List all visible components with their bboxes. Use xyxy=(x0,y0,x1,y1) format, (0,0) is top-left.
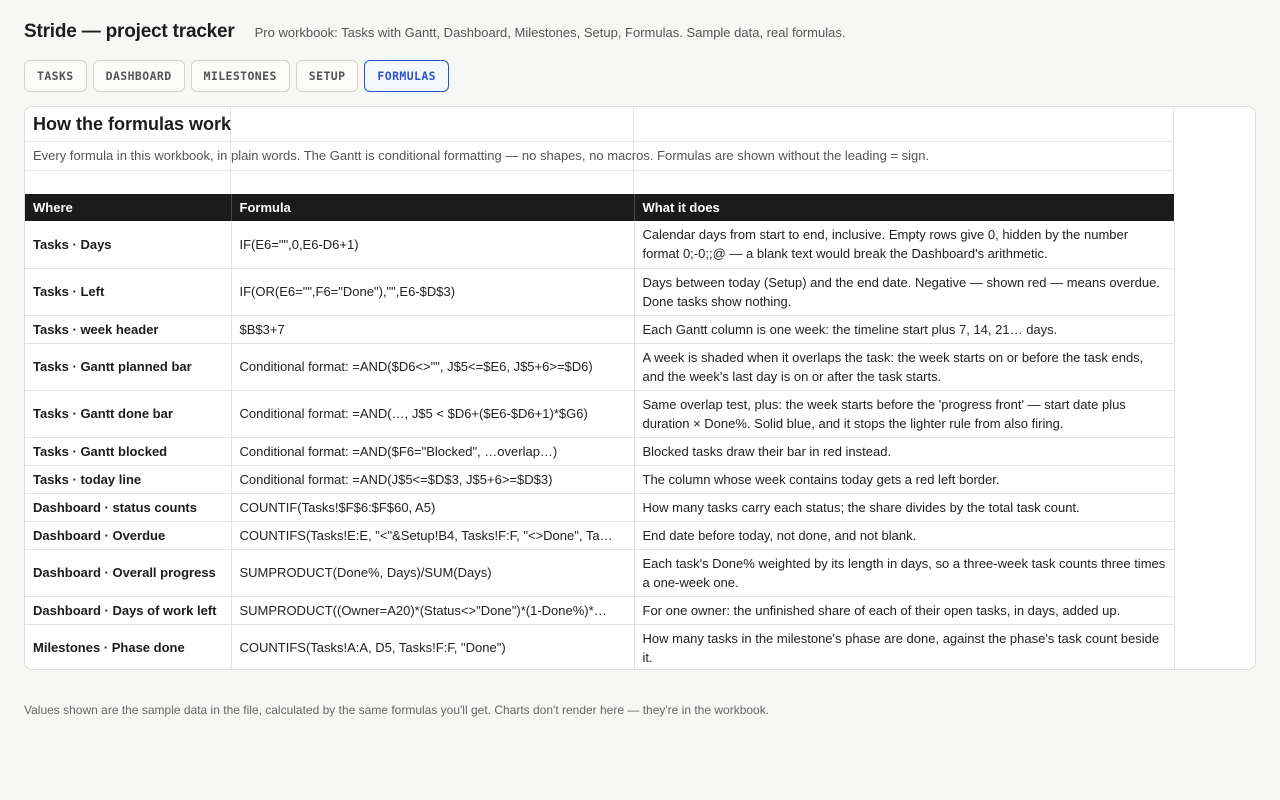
table-row xyxy=(25,221,1174,268)
table-row xyxy=(25,268,1174,315)
sheet-description: Every formula in this workbook, in plain words. The Gantt is conditional formatting — no shapes, no macros. Formulas are shown without the leading = sign. xyxy=(33,148,930,163)
formula-cell[interactable]: Conditional format: =AND($F6="Blocked", …overlap…) xyxy=(231,437,634,465)
description-cell[interactable]: Days between today (Setup) and the end date. Negative — shown red — means overdue. Done tasks show nothing. xyxy=(634,268,1174,315)
where-cell[interactable]: Tasks · Left xyxy=(25,268,231,315)
table-row xyxy=(25,549,1174,596)
column-header-formula[interactable]: Formula xyxy=(231,194,634,221)
where-cell[interactable]: Tasks · week header xyxy=(25,315,231,343)
tab-tasks[interactable]: TASKS xyxy=(24,60,87,92)
formula-cell[interactable]: $B$3+7 xyxy=(231,315,634,343)
formula-cell[interactable]: Conditional format: =AND($D6<>"", J$5<=$E6, J$5+6>=$D6) xyxy=(231,343,634,390)
tab-setup[interactable]: SETUP xyxy=(296,60,359,92)
description-cell[interactable]: A week is shaded when it overlaps the task: the week starts on or before the task ends, and the week's last day is on or after the task starts. xyxy=(634,343,1174,390)
sheet-title: How the formulas work xyxy=(33,114,232,134)
table-row xyxy=(25,493,1174,521)
formula-cell[interactable]: COUNTIF(Tasks!$F$6:$F$60, A5) xyxy=(231,493,634,521)
where-cell[interactable]: Tasks · Gantt planned bar xyxy=(25,343,231,390)
table-row xyxy=(25,343,1174,390)
description-cell[interactable]: Each task's Done% weighted by its length in days, so a three-week task counts three times a one-week one. xyxy=(634,549,1174,596)
formula-cell[interactable]: SUMPRODUCT(Done%, Days)/SUM(Days) xyxy=(231,549,634,596)
table-header-row xyxy=(25,194,1174,221)
table-row xyxy=(25,315,1174,343)
where-cell[interactable]: Tasks · Gantt blocked xyxy=(25,437,231,465)
table-row xyxy=(25,465,1174,493)
formula-cell[interactable]: Conditional format: =AND(…, J$5 < $D6+($E6-$D6+1)*$G6) xyxy=(231,390,634,437)
tab-milestones[interactable]: MILESTONES xyxy=(191,60,290,92)
description-cell[interactable]: Each Gantt column is one week: the timeline start plus 7, 14, 21… days. xyxy=(634,315,1174,343)
table-row xyxy=(25,437,1174,465)
description-cell[interactable]: The column whose week contains today gets a red left border. xyxy=(634,465,1174,493)
app-title: Stride — project tracker xyxy=(24,21,235,42)
footer-note: Values shown are the sample data in the file, calculated by the same formulas you'll get. Charts don't render here — they're in the workbook. xyxy=(24,703,770,717)
table-row xyxy=(25,390,1174,437)
formula-cell[interactable]: IF(OR(E6="",F6="Done"),"",E6-$D$3) xyxy=(231,268,634,315)
where-cell[interactable]: Tasks · Days xyxy=(25,221,231,268)
description-cell[interactable]: How many tasks in the milestone's phase are done, against the phase's task count beside it. xyxy=(634,624,1174,670)
formula-cell[interactable]: SUMPRODUCT((Owner=A20)*(Status<>"Done")*(1-Done%)*… xyxy=(231,596,634,624)
description-cell[interactable]: Calendar days from start to end, inclusive. Empty rows give 0, hidden by the number format 0;-0;;@ — a blank text would break the Dashboard's arithmetic. xyxy=(634,221,1174,268)
sheet-tabs xyxy=(24,60,449,92)
description-cell[interactable]: Blocked tasks draw their bar in red instead. xyxy=(634,437,1174,465)
where-cell[interactable]: Dashboard · Overall progress xyxy=(25,549,231,596)
column-header-where[interactable]: Where xyxy=(25,194,231,221)
description-cell[interactable]: How many tasks carry each status; the share divides by the total task count. xyxy=(634,493,1174,521)
formulas-sheet xyxy=(24,106,1256,670)
formula-cell[interactable]: Conditional format: =AND(J$5<=$D$3, J$5+6>=$D$3) xyxy=(231,465,634,493)
app-header xyxy=(24,21,845,43)
where-cell[interactable]: Dashboard · Days of work left xyxy=(25,596,231,624)
where-cell[interactable]: Dashboard · status counts xyxy=(25,493,231,521)
description-cell[interactable]: For one owner: the unfinished share of each of their open tasks, in days, added up. xyxy=(634,596,1174,624)
tab-dashboard[interactable]: DASHBOARD xyxy=(93,60,185,92)
tab-formulas[interactable]: FORMULAS xyxy=(364,60,449,92)
where-cell[interactable]: Tasks · today line xyxy=(25,465,231,493)
where-cell[interactable]: Milestones · Phase done xyxy=(25,624,231,670)
description-cell[interactable]: Same overlap test, plus: the week starts before the 'progress front' — start date plus duration × Done%. Solid blue, and it stops the lighter rule from also firing. xyxy=(634,390,1174,437)
column-header-what-it-does[interactable]: What it does xyxy=(634,194,1174,221)
description-cell[interactable]: End date before today, not done, and not blank. xyxy=(634,521,1174,549)
formula-cell[interactable]: COUNTIFS(Tasks!A:A, D5, Tasks!F:F, "Done") xyxy=(231,624,634,670)
where-cell[interactable]: Tasks · Gantt done bar xyxy=(25,390,231,437)
table-row xyxy=(25,521,1174,549)
where-cell[interactable]: Dashboard · Overdue xyxy=(25,521,231,549)
formula-cell[interactable]: COUNTIFS(Tasks!E:E, "<"&Setup!B4, Tasks!F:F, "<>Done", Ta… xyxy=(231,521,634,549)
app-subtitle: Pro workbook: Tasks with Gantt, Dashboard, Milestones, Setup, Formulas. Sample data, real formulas. xyxy=(254,25,846,40)
table-row xyxy=(25,596,1174,624)
formula-cell[interactable]: IF(E6="",0,E6-D6+1) xyxy=(231,221,634,268)
table-row xyxy=(25,624,1174,670)
formulas-table xyxy=(25,194,1175,670)
